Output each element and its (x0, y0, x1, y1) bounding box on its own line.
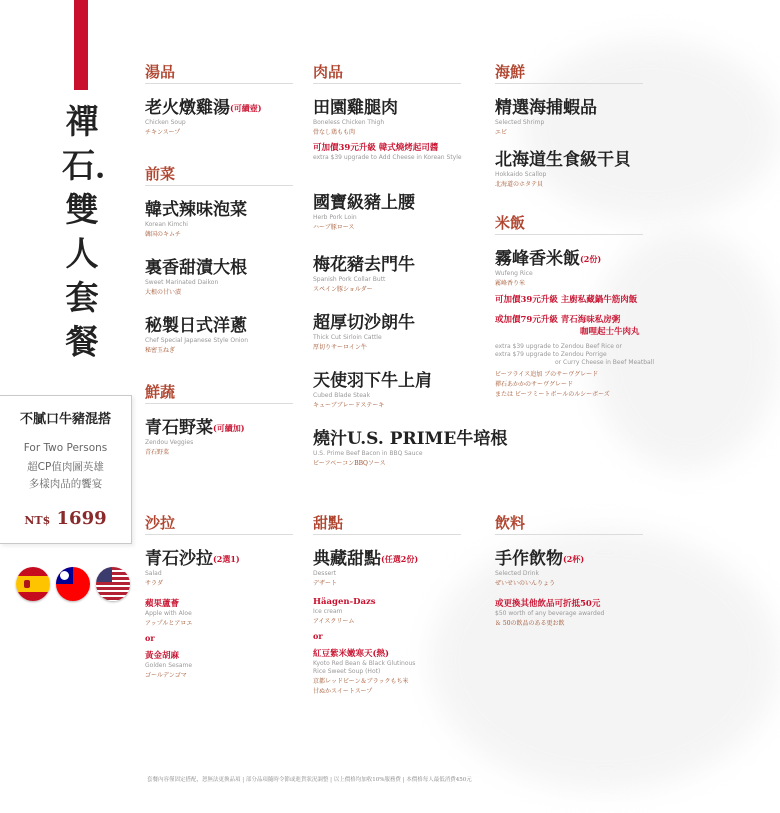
page-title: 禪石．雙人套餐 (62, 102, 128, 361)
item-english: Selected Drink (495, 570, 539, 577)
item-japanese: 秘密玉ねぎ (145, 347, 176, 354)
item-japanese: 骨なし鶏もも肉 (313, 129, 356, 136)
category-rice: 米飯 (495, 214, 526, 232)
menu-item-meat (313, 308, 415, 351)
item-english: Salad (145, 570, 162, 577)
upgrade-note: 可加價39元升級 主廚私藏鍋牛筋肉飯 (495, 295, 638, 305)
item-japanese: デザート (313, 580, 338, 587)
item-japanese: スペイン豚ショルダー (313, 286, 373, 293)
or-label: or (145, 633, 155, 643)
upgrade-note: 或加價79元升級 青石海味私房粥 (495, 315, 621, 325)
item-tag: (任選2份) (381, 554, 419, 564)
item-english: Cubed Blade Steak (313, 392, 371, 399)
item-japanese: アップルとアロエ (145, 620, 193, 627)
item-english: Golden Sesame (145, 662, 193, 669)
item-english: Dessert (313, 570, 337, 577)
menu-item-meat (313, 366, 432, 409)
item-japanese: 北海道のホタテ貝 (495, 181, 544, 188)
item-tag: (可續加) (213, 423, 245, 433)
item-english: Ice cream (313, 608, 343, 615)
item-name: 燒汁U.S. PRIME牛培根 (313, 429, 508, 449)
category-seafood: 海鮮 (495, 63, 526, 81)
menu-item-soup (145, 93, 262, 136)
upgrade-note: 咖哩起士牛肉丸 (580, 327, 640, 337)
taiwan-flag-icon[interactable] (56, 567, 90, 601)
menu-item-dessert (313, 544, 418, 695)
item-english: Chicken Soup (145, 119, 186, 126)
item-name: 秘製日式洋蔥 (145, 316, 247, 336)
promo-line-2: 超CP值肉圖英雄 (27, 461, 104, 473)
item-english: $50 worth of any beverage awarded (495, 610, 605, 617)
promo-title: 不膩口牛豬混搭 (19, 412, 111, 427)
item-tag: (可續壺) (230, 103, 262, 113)
item-japanese: 青石野菜 (145, 449, 170, 456)
item-name: 青石野菜 (145, 418, 213, 438)
spanish-flag-icon[interactable] (16, 567, 50, 601)
brush-wash-bottom (430, 530, 780, 790)
item-japanese: 禪石あかかのサーヴグレード (495, 381, 574, 388)
item-name: 田園雞腿肉 (313, 98, 398, 118)
upgrade-note: 可加價39元升級 韓式燒烤起司醬 (313, 143, 439, 153)
item-japanese: 韓国のキムチ (145, 231, 181, 238)
item-name: 裏香甜漬大根 (145, 258, 247, 278)
price-value: 1699 (56, 508, 107, 529)
language-flags (16, 567, 130, 601)
item-english: extra $39 upgrade to Add Cheese in Korean Style (313, 154, 462, 161)
item-name: 梅花豬去門牛 (313, 255, 415, 275)
item-japanese: ＆ 50の飲品のある更お飲 (495, 620, 565, 627)
category-starter: 前菜 (145, 165, 176, 183)
menu-item-seafood (495, 93, 597, 136)
promo-line-3: 多樣肉品的饗宴 (28, 478, 103, 490)
item-english: Spanish Pork Collar Butt (313, 276, 386, 283)
item-japanese: 甘ぬかスイートスープ (313, 688, 373, 695)
item-english: Boneless Chicken Thigh (313, 119, 385, 126)
item-japanese: 厚切りサーロイン牛 (313, 344, 367, 351)
item-japanese: チキンスープ (145, 129, 181, 136)
item-japanese: ゴールデンゴマ (145, 672, 187, 679)
category-meat: 肉品 (313, 63, 344, 81)
promo-line-1: For Two Persons (23, 442, 108, 454)
item-name: 霧峰香米飯 (495, 249, 580, 269)
item-name: 天使羽下牛上肩 (313, 371, 432, 391)
item-english: or Curry Cheese in Beef Meatball (555, 359, 655, 366)
item-japanese: ぜいせいのいんりょう (495, 580, 556, 587)
item-japanese: アイスクリーム (313, 618, 355, 625)
item-name: 韓式辣味泡菜 (145, 200, 247, 220)
item-english: Zendou Veggies (145, 439, 194, 446)
item-name: 老火燉雞湯 (145, 98, 230, 118)
price-card (0, 395, 132, 544)
category-veg: 鮮蔬 (145, 383, 176, 401)
red-accent-bar (74, 0, 88, 90)
category-dessert: 甜點 (313, 514, 344, 532)
item-english: Thick Cut Sirloin Cattle (313, 334, 382, 341)
menu-item-seafood (495, 145, 631, 188)
item-english: extra $39 upgrade to Zendou Beef Rice or (495, 343, 622, 350)
menu-item-veg (145, 413, 245, 456)
item-tag: (2選1) (213, 554, 240, 564)
menu-item-starter (145, 195, 247, 238)
item-name: 超厚切沙朗牛 (313, 313, 415, 333)
item-japanese: サラダ (145, 580, 163, 587)
item-name: 青石沙拉 (145, 549, 213, 569)
item-english: U.S. Prime Beef Bacon in BBQ Sauce (313, 450, 423, 457)
item-japanese: ビーフベーコンBBQソース (313, 460, 386, 467)
item-japanese: 霧峰香り米 (495, 280, 526, 287)
item-japanese: キューブブレードステーキ (313, 402, 385, 409)
item-name: 手作飲物 (495, 549, 563, 569)
item-english: Wufeng Rice (495, 270, 533, 277)
salad-option: 黃金胡麻 (145, 651, 180, 661)
category-drink: 飲料 (495, 514, 526, 532)
menu-item-meat (313, 188, 415, 231)
item-english: Rice Sweet Soup (Hot) (313, 668, 381, 675)
item-english: Sweet Marinated Daikon (145, 279, 219, 286)
item-english: Apple with Aloe (145, 610, 192, 617)
item-japanese: エビ (495, 129, 508, 136)
menu-item-meat (313, 250, 415, 293)
item-english: Herb Pork Loin (313, 214, 357, 221)
price (0, 508, 131, 529)
dessert-option: 紅豆紫米嫩寒天(熱) (313, 649, 390, 659)
menu-item-meat (313, 424, 507, 467)
item-name: 典藏甜點 (313, 549, 381, 569)
category-soup: 湯品 (145, 63, 176, 81)
menu-item-meat (313, 93, 462, 161)
upgrade-note: 或更換其他飲品可折抵50元 (495, 599, 601, 609)
footer-note: 套餐內容僅固定搭配，恕無法更換品項 | 部分品項隨時令節或進貨狀況調整 | 以上價格均加收10%服務費 | 本價格每人最低消費450元 (147, 777, 472, 783)
item-english: Chef Special Japanese Style Onion (145, 337, 249, 344)
item-name: 北海道生食級干貝 (495, 150, 631, 170)
item-japanese: 大根の甘い漬 (145, 289, 182, 296)
item-name: 精選海捕蝦品 (495, 98, 597, 118)
menu-item-starter (145, 253, 247, 296)
item-english: Selected Shrimp (495, 119, 545, 126)
item-english: Korean Kimchi (145, 221, 188, 228)
or-label: or (313, 631, 323, 641)
menu-item-salad (145, 544, 240, 679)
menu-item-rice (495, 244, 654, 398)
salad-option: 蘋果蘆薈 (145, 599, 180, 609)
item-japanese: ハーブ豚ロース (313, 224, 355, 231)
usa-flag-icon[interactable] (96, 567, 130, 601)
menu-item-starter (145, 311, 248, 354)
dessert-option: Häagen-Dazs (313, 597, 376, 607)
item-japanese: ビーフライス追加 ブのサーヴグレード (495, 371, 599, 378)
menu-item-drink (495, 544, 604, 627)
item-tag: (2杯) (563, 554, 585, 564)
item-english: extra $79 upgrade to Zendou Porrige (495, 351, 607, 358)
item-japanese: 京都レッドビーン＆ブラックもち米 (313, 678, 409, 685)
item-english: Kyoto Red Bean & Black Glutinous (313, 660, 416, 667)
item-tag: (2份) (580, 254, 602, 264)
item-japanese: または ビーフミートボールのルシーボーズ (495, 391, 610, 398)
item-name: 國寶級豬上腰 (313, 193, 415, 213)
item-english: Hokkaido Scallop (495, 171, 547, 178)
price-currency: NT$ (24, 514, 51, 527)
category-salad: 沙拉 (145, 514, 176, 532)
